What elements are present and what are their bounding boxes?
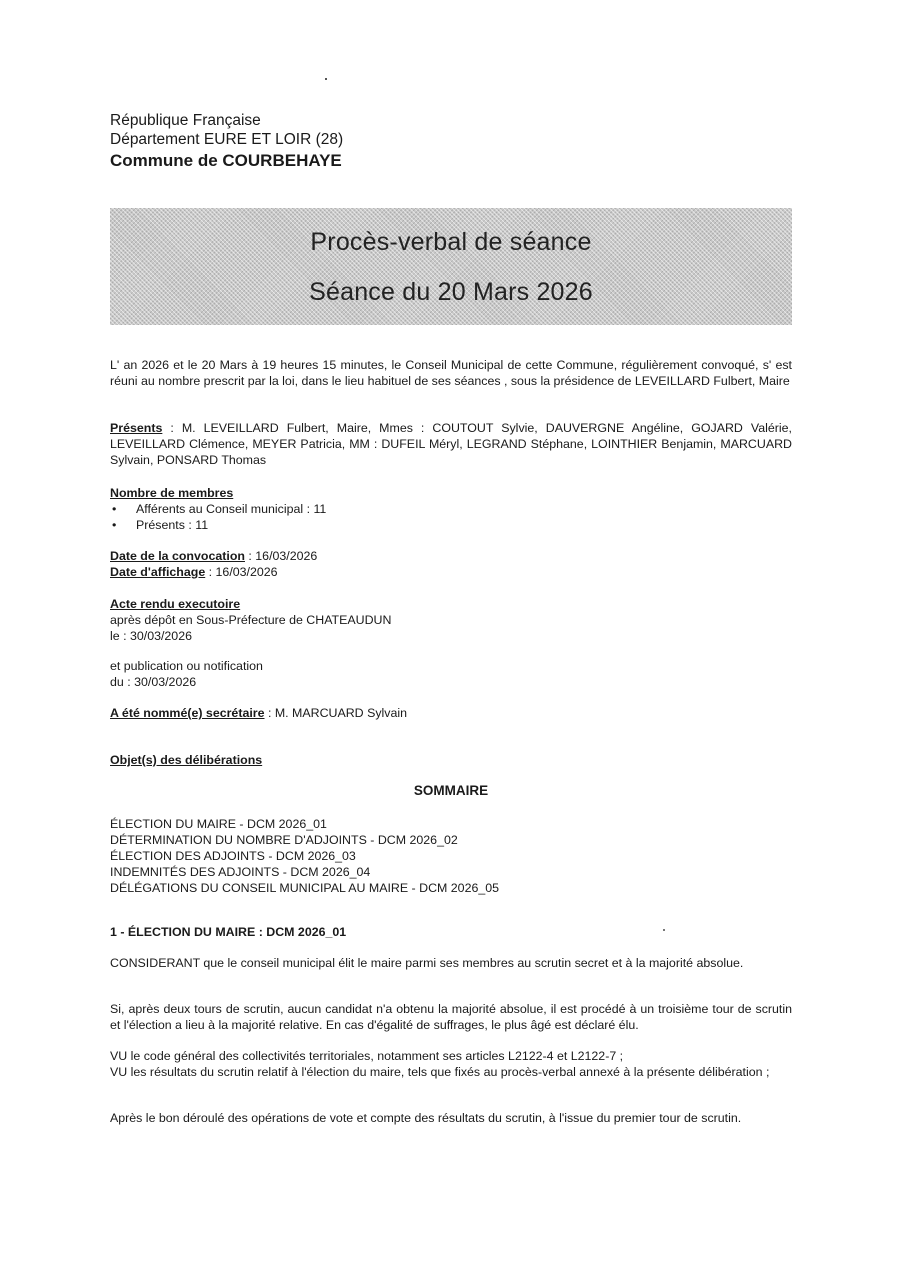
sommaire-title: SOMMAIRE	[413, 783, 489, 798]
affichage-line	[110, 564, 317, 580]
list-item: DÉTERMINATION DU NOMBRE D'ADJOINTS - DCM 2026_02	[110, 833, 458, 847]
section-paragraph-3b: VU les résultats du scrutin relatif à l'élection du maire, tels que fixés au procès-verbal annexé à la présente délibération ;	[110, 1065, 770, 1079]
secretaire-value: : M. MARCUARD Sylvain	[264, 706, 408, 720]
members-block	[110, 485, 326, 533]
presents-label: Présents	[110, 421, 163, 435]
scan-speck	[325, 78, 327, 80]
acte-line4: du : 30/03/2026	[110, 675, 197, 689]
list-item: ÉLECTION DES ADJOINTS - DCM 2026_03	[110, 849, 356, 863]
list-item: • Présents : 11	[110, 517, 326, 533]
objets-heading	[110, 752, 262, 768]
sommaire-list	[110, 816, 499, 896]
list-item: ÉLECTION DU MAIRE - DCM 2026_01	[110, 817, 327, 831]
affichage-value: : 16/03/2026	[205, 565, 278, 579]
secretaire-label: A été nommé(e) secrétaire	[110, 706, 265, 720]
republic-line: République Française	[110, 112, 261, 129]
title-banner	[110, 208, 792, 325]
section-paragraph-4: Après le bon déroulé des opérations de vote et compte des résultats du scrutin, à l'issue du premier tour de scrutin.	[110, 1111, 742, 1125]
acte-block	[110, 596, 391, 644]
banner-subtitle: Séance du 20 Mars 2026	[309, 278, 593, 306]
members-label: Nombre de membres	[110, 486, 234, 500]
list-item: • Afférents au Conseil municipal : 11	[110, 501, 326, 517]
acte-line2: le : 30/03/2026	[110, 629, 192, 643]
list-item: INDEMNITÉS DES ADJOINTS - DCM 2026_04	[110, 865, 371, 879]
members-list	[110, 501, 326, 533]
convocation-label: Date de la convocation	[110, 549, 245, 563]
dates-block	[110, 548, 317, 580]
section-title: 1 - ÉLECTION DU MAIRE : DCM 2026_01	[110, 925, 347, 939]
scan-speck	[663, 929, 665, 931]
list-item: DÉLÉGATIONS DU CONSEIL MUNICIPAL AU MAIRE - DCM 2026_05	[110, 881, 500, 895]
acte-line3: et publication ou notification	[110, 659, 263, 673]
section-paragraph-1: CONSIDERANT que le conseil municipal élit le maire parmi ses membres au scrutin secret et à la majorité absolue.	[110, 956, 744, 970]
section-paragraph-2: Si, après deux tours de scrutin, aucun candidat n'a obtenu la majorité absolue, il est procédé à un troisième tour de scrutin et l'élection a lieu à la majorité relative. En cas d'égalité de suffrages, le plus âgé est déclaré élu.	[110, 1002, 792, 1032]
commune-line: Commune de COURBEHAYE	[110, 151, 342, 170]
presents-text: M. LEVEILLARD Fulbert, Maire, Mmes : COUTOUT Sylvie, DAUVERGNE Angéline, GOJARD Valérie, LEVEILLARD Clémence, MEYER Patricia, MM : DUFEIL Méryl, LEGRAND Stéphane, LOINTHIER Benjamin, MARCUARD Sylvain, PONSARD Thomas	[110, 421, 792, 467]
convocation-line	[110, 548, 317, 564]
document-header	[110, 111, 343, 172]
acte-line1: après dépôt en Sous-Préfecture de CHATEAUDUN	[110, 613, 392, 627]
intro-paragraph: L' an 2026 et le 20 Mars à 19 heures 15 minutes, le Conseil Municipal de cette Commune, régulièrement convoqué, s' est réuni au nombre prescrit par la loi, dans le lieu habituel de ses séances , sous la présidence de LEVEILLARD Fulbert, Maire	[110, 358, 792, 388]
presents-sep: :	[162, 421, 182, 435]
banner-title: Procès-verbal de séance	[310, 228, 592, 256]
secretaire-line	[110, 705, 407, 721]
publication-block	[110, 658, 263, 690]
acte-label: Acte rendu executoire	[110, 597, 241, 611]
section-paragraph-3a: VU le code général des collectivités territoriales, notamment ses articles L2122-4 et L2122-7 ;	[110, 1049, 624, 1063]
affichage-label: Date d'affichage	[110, 565, 206, 579]
convocation-value: : 16/03/2026	[244, 549, 318, 563]
department-line: Département EURE ET LOIR (28)	[110, 131, 344, 148]
presents-paragraph	[110, 420, 792, 468]
objets-label: Objet(s) des délibérations	[110, 753, 263, 767]
